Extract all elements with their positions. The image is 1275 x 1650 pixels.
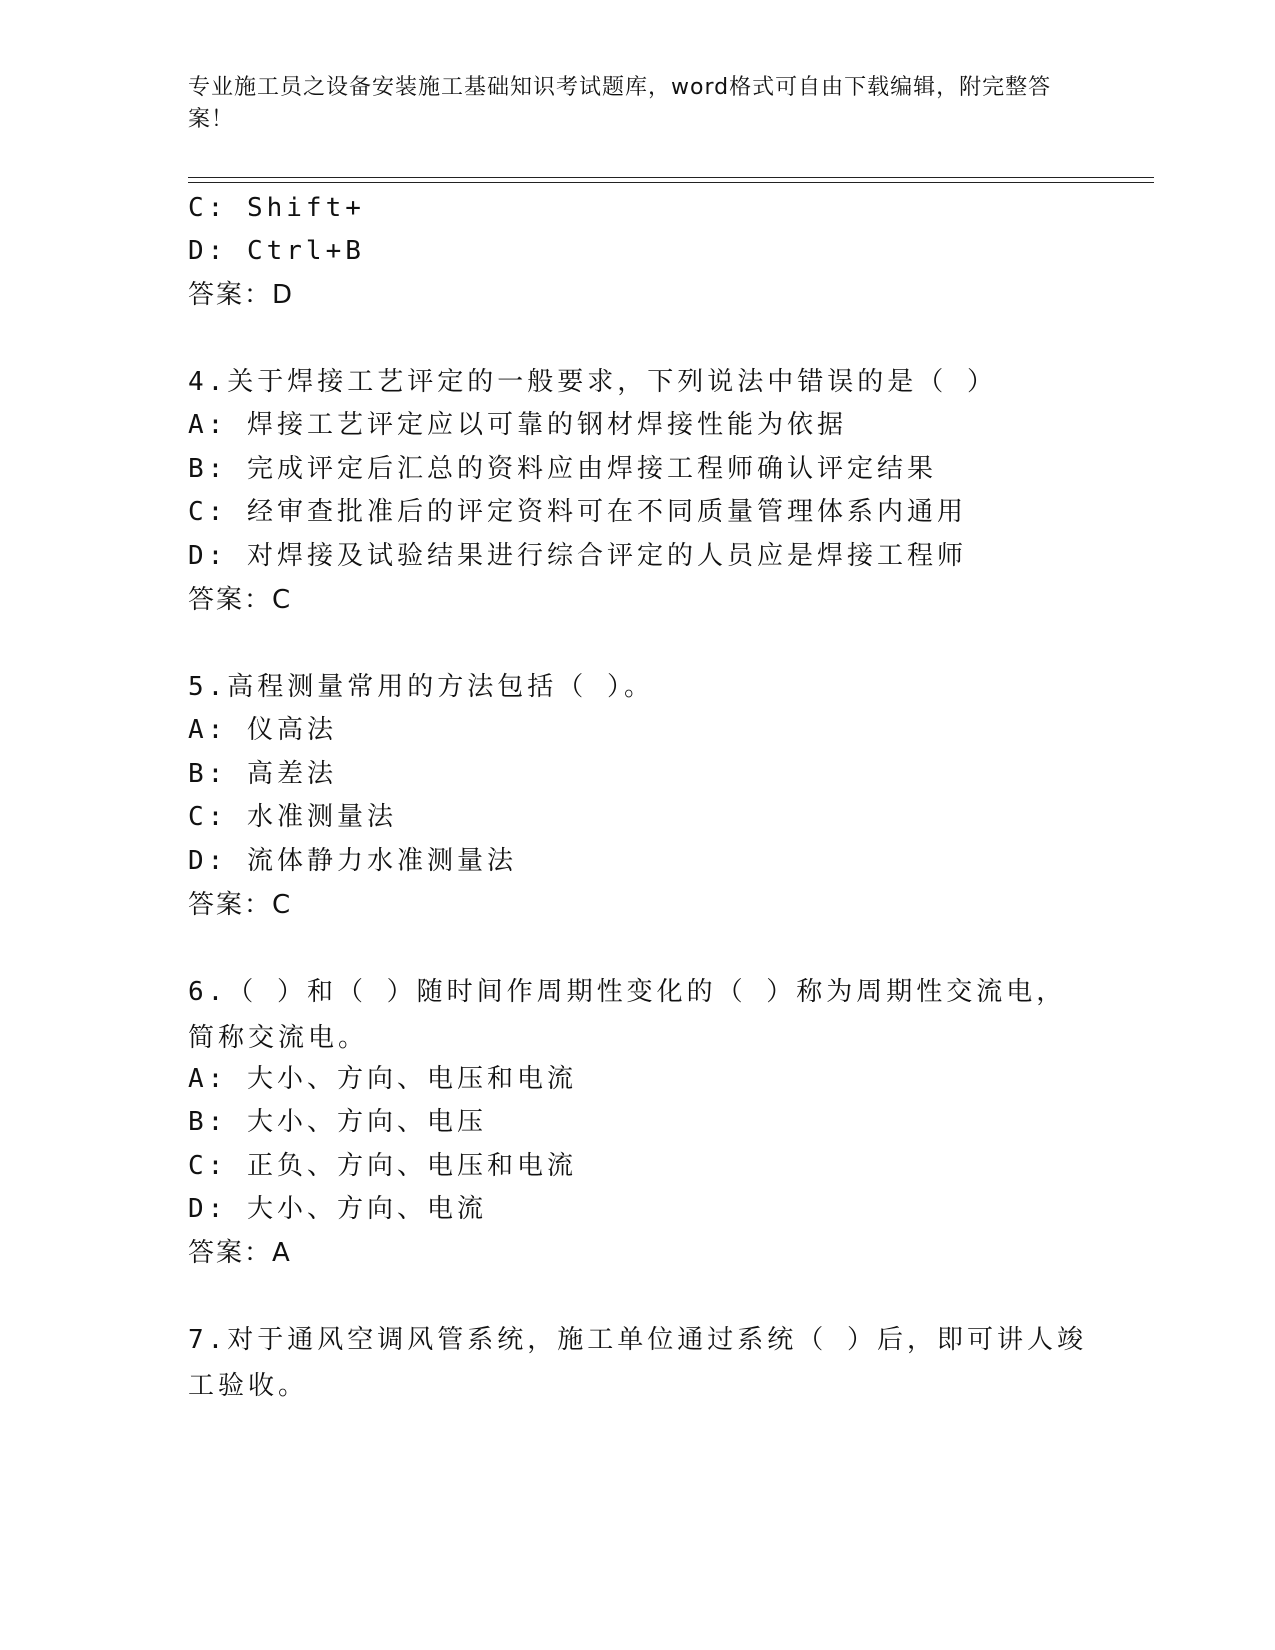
q4-answer: 答案：C: [188, 585, 293, 615]
header-rule-top: [188, 177, 1154, 178]
q5-option-d: D: 流体静力水准测量法: [188, 846, 517, 876]
q3-option-d: D: Ctrl+B: [188, 236, 365, 266]
q6-option-b: B: 大小、方向、电压: [188, 1107, 487, 1137]
q6-option-d: D: 大小、方向、电流: [188, 1194, 487, 1224]
q3-answer: 答案：D: [188, 280, 295, 310]
q5-answer: 答案：C: [188, 890, 293, 920]
q6-answer: 答案：A: [188, 1238, 292, 1268]
q6-option-c: C: 正负、方向、电压和电流: [188, 1151, 577, 1181]
q6-option-a: A: 大小、方向、电压和电流: [188, 1064, 577, 1094]
q5-option-a: A: 仪高法: [188, 715, 337, 745]
header-rule-bottom: [188, 182, 1154, 183]
q7-stem: 7.对于通风空调风管系统，施工单位通过系统（ ）后，即可讲人竣工验收。: [188, 1325, 1087, 1401]
q4-option-a: A: 焊接工艺评定应以可靠的钢材焊接性能为依据: [188, 410, 847, 440]
q4-stem: 4.关于焊接工艺评定的一般要求，下列说法中错误的是（ ）: [188, 367, 997, 397]
q6-stem: 6.（ ）和（ ）随时间作周期性变化的（ ）称为周期性交流电，简称交流电。: [188, 977, 1067, 1053]
q4-option-d: D: 对焊接及试验结果进行综合评定的人员应是焊接工程师: [188, 541, 967, 571]
q3-option-c: C: Shift+: [188, 193, 365, 223]
q4-option-b: B: 完成评定后汇总的资料应由焊接工程师确认评定结果: [188, 454, 937, 484]
document-header: 专业施工员之设备安装施工基础知识考试题库，word格式可自由下载编辑，附完整答案！: [188, 75, 1052, 132]
q5-option-c: C: 水准测量法: [188, 802, 397, 832]
q4-option-c: C: 经审查批准后的评定资料可在不同质量管理体系内通用: [188, 497, 967, 527]
q5-stem: 5.高程测量常用的方法包括（ ）。: [188, 672, 654, 702]
q5-option-b: B: 高差法: [188, 759, 337, 789]
